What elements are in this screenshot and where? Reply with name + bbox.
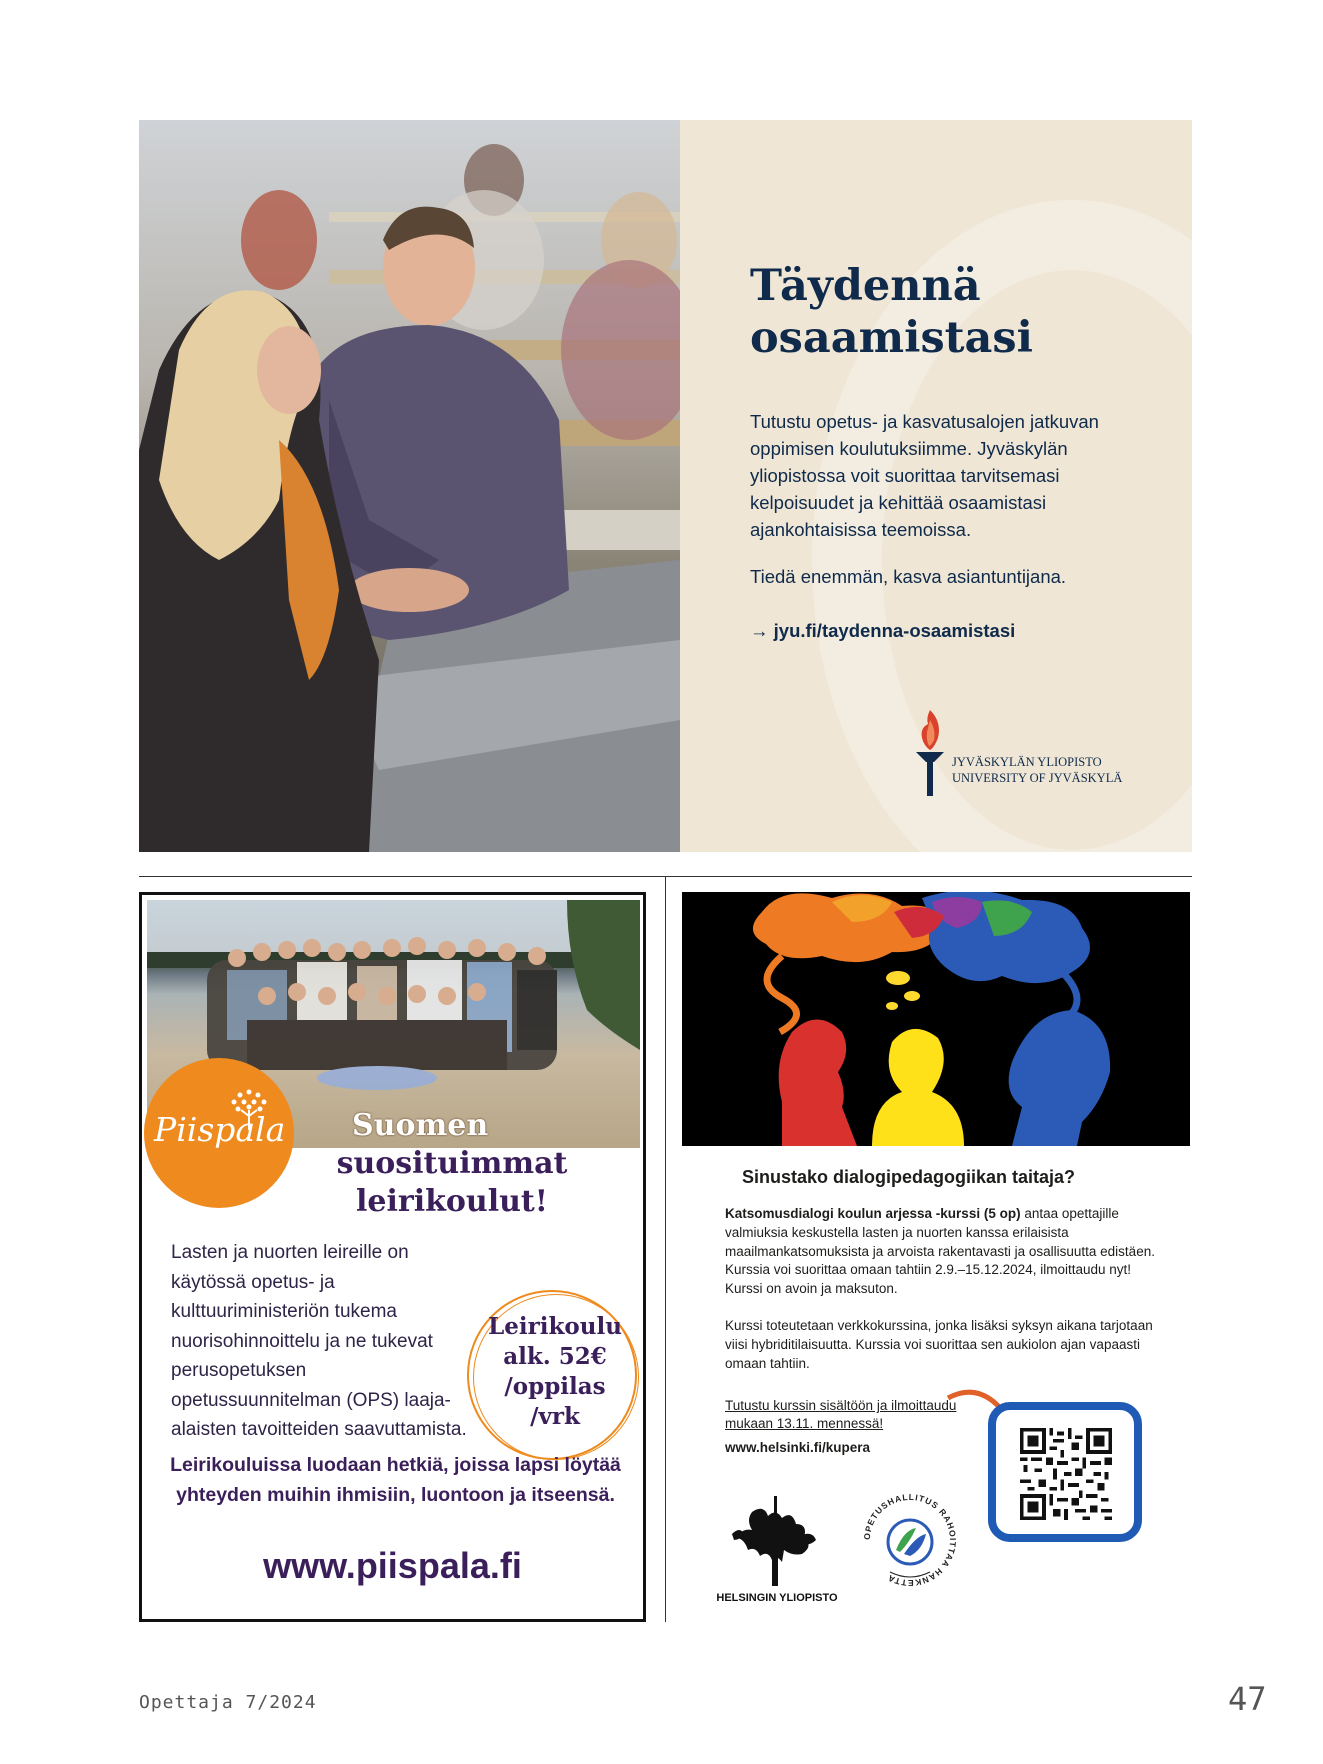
hy-cta-link[interactable]: Tutustu kurssin sisältöön ja ilmoittaudu mukaan 13.11. mennessä! xyxy=(725,1398,957,1431)
hy-paragraph-1-rest: antaa opettajille valmiuksia keskustella lasten ja nuorten kanssa erilaisista maailmankatsomuksista ja arvoista rakentavasti ja osallisuutta edistäen. Kurssia voi suorittaa omaan tahtiin 2.9.–15.12.2024, ilmoittaudu nyt! Kurssi on avoin ja maksuton. xyxy=(725,1206,1155,1297)
piispala-headline xyxy=(302,1145,602,1221)
price-text xyxy=(467,1312,643,1432)
jyu-logo-line2: UNIVERSITY OF JYVÄSKYLÄ xyxy=(952,771,1123,785)
jyu-text-panel xyxy=(680,120,1192,852)
helsinki-advertisement xyxy=(682,892,1192,1622)
jyu-tagline: Tiedä enemmän, kasva asiantuntijana. xyxy=(750,566,1067,587)
piispala-slogan: Leirikouluissa luodaan hetkiä, joissa lapsi löytää yhteyden muihin ihmisiin, luontoon ja itseensä. xyxy=(170,1454,621,1506)
opetushallitus-ring-text: OPETUSHALLITUS RAHOITTAA HANKETTA xyxy=(861,1491,959,1589)
hy-paragraph-1 xyxy=(725,1205,1155,1299)
price-line4: /vrk xyxy=(530,1403,580,1430)
hy-paragraph-2: Kurssi toteutetaan verkkokurssina, jonka lisäksi syksyn aikana tarjotaan viisi hybriditilaisuutta. Kurssia voi suorittaa sen aukiolon ajan vapaasti omaan tahtiin. xyxy=(725,1318,1153,1371)
jyu-advertisement xyxy=(139,120,1192,852)
jyu-body-text: Tutustu opetus- ja kasvatusalojen jatkuvan oppimisen koulutuksiimme. Jyväskylän yliopistossa voit suorittaa tarvitsemasi kelpoisuudet ja kehittää osaamistasi ajankohtaisissa teemoissa. xyxy=(750,411,1099,540)
hy-headline: Sinustako dialogipedagogiikan taitaja? xyxy=(742,1167,1076,1187)
flame-torch-icon xyxy=(712,1494,842,1590)
vertical-divider xyxy=(665,876,666,1622)
jyu-headline-line1: Täydennä xyxy=(750,261,981,311)
price-line1: Leirikoulu xyxy=(488,1313,622,1340)
page-number: 47 xyxy=(1228,1680,1267,1718)
piispala-headline-line1: Suomen xyxy=(352,1108,489,1143)
piispala-price-badge xyxy=(467,1290,645,1462)
price-line2: alk. 52€ xyxy=(503,1343,607,1370)
jyu-logo xyxy=(912,708,1172,798)
hy-course-name: Katsomusdialogi koulun arjessa -kurssi (5 op) xyxy=(725,1206,1021,1221)
dialogue-illustration xyxy=(682,892,1190,1146)
piispala-headline-line3: leirikoulut! xyxy=(356,1184,548,1219)
opetushallitus-logo xyxy=(860,1490,960,1590)
jyu-logo-line1: JYVÄSKYLÄN YLIOPISTO xyxy=(952,755,1102,769)
piispala-url-link[interactable]: www.piispala.fi xyxy=(263,1545,522,1586)
magazine-issue: Opettaja 7/2024 xyxy=(139,1692,317,1713)
jyu-classroom-photo xyxy=(139,120,680,852)
piispala-advertisement xyxy=(139,892,646,1622)
qr-code-icon[interactable] xyxy=(1020,1428,1112,1520)
helsinki-university-label: HELSINGIN YLIOPISTO xyxy=(716,1592,838,1604)
torch-icon xyxy=(912,708,948,798)
jyu-headline xyxy=(750,260,1170,364)
piispala-logo-text: Piispala xyxy=(154,1110,286,1149)
jyu-headline-line2: osaamistasi xyxy=(750,313,1033,363)
qr-frame xyxy=(988,1402,1142,1542)
piispala-headline-line2: suosituimmat xyxy=(336,1146,568,1181)
hy-url-link[interactable]: www.helsinki.fi/kupera xyxy=(725,1440,871,1455)
piispala-logo-badge xyxy=(144,1058,294,1208)
jyu-logo-text xyxy=(952,754,1122,786)
price-line3: /oppilas xyxy=(504,1373,606,1400)
piispala-body-text: Lasten ja nuorten leireille on käytössä opetus- ja kulttuuriministeriön tukema nuorisohinnoittelu ja ne tukevat perusopetuksen opetussuunnitelman (OPS) laaja-alaisten tavoitteiden saavuttamista. xyxy=(171,1242,467,1440)
helsinki-university-logo xyxy=(712,1494,842,1614)
jyu-link[interactable]: → jyu.fi/taydenna-osaamistasi xyxy=(750,620,1016,641)
